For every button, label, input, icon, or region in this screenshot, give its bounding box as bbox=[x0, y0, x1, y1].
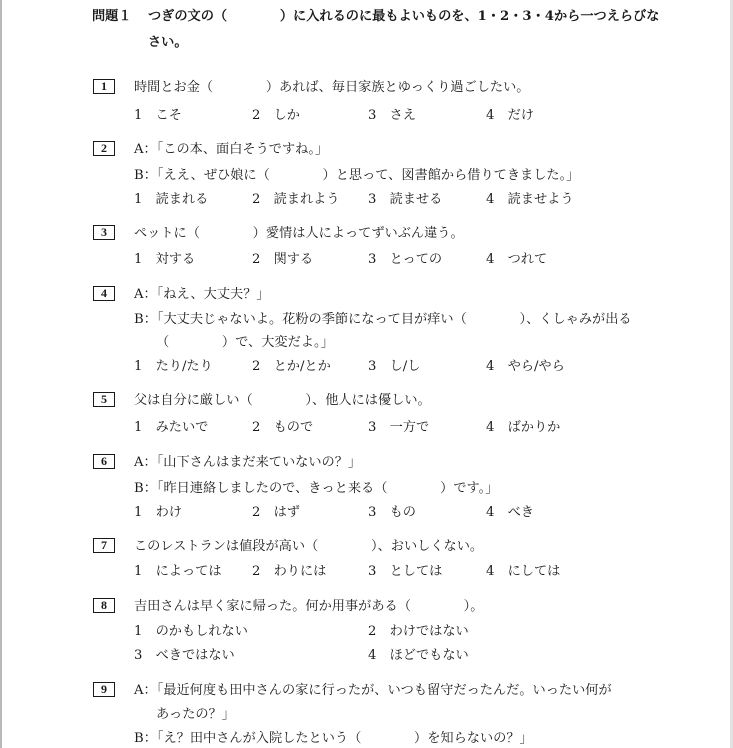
question-text-line-2: B：「大丈夫じゃないよ。花粉の季節になって目が痒い（ ）、くしゃみが出る bbox=[134, 312, 632, 327]
option-3[interactable]: 3 べきではない bbox=[134, 648, 235, 663]
question-number-box: 2 bbox=[93, 141, 115, 156]
option-4[interactable]: 4 やら/やら bbox=[486, 359, 565, 374]
option-4[interactable]: 4 読ませよう bbox=[486, 192, 574, 207]
option-4[interactable]: 4 だけ bbox=[486, 108, 534, 123]
option-3[interactable]: 3 としては bbox=[368, 564, 443, 579]
option-2[interactable]: 2 はず bbox=[252, 505, 300, 520]
option-2[interactable]: 2 読まれよう bbox=[252, 192, 340, 207]
question-text-line-2: B：「昨日連絡しましたので、きっと来る（ ）です。」 bbox=[134, 481, 499, 496]
option-3[interactable]: 3 もの bbox=[368, 505, 416, 520]
question-text: 父は自分に厳しい（ ）、他人には優しい。 bbox=[134, 393, 431, 408]
option-4[interactable]: 4 ほどでもない bbox=[368, 648, 469, 663]
question-text: このレストランは値段が高い（ ）、おいしくない。 bbox=[134, 539, 484, 554]
question-text: 吉田さんは早く家に帰った。何か用事がある（ ）。 bbox=[134, 599, 484, 614]
question-text: ペットに（ ）愛情は人によってずいぶん違う。 bbox=[134, 226, 464, 241]
option-2[interactable]: 2 しか bbox=[252, 108, 300, 123]
option-3[interactable]: 3 し/し bbox=[368, 359, 421, 374]
option-3[interactable]: 3 読ませる bbox=[368, 192, 443, 207]
page-edge-left bbox=[0, 0, 2, 748]
option-2[interactable]: 2 わりには bbox=[252, 564, 327, 579]
question-text-line-1: A：「この本、面白そうですね。」 bbox=[134, 142, 329, 157]
instruction-line-2: さい。 bbox=[148, 35, 188, 50]
question-text-line-1: A：「ねえ、大丈夫？」 bbox=[134, 287, 270, 302]
instruction-line-1: つぎの文の（ ）に入れるのに最もよいものを、1・2・3・4から一つえらびな bbox=[148, 9, 660, 24]
option-1[interactable]: 1 対する bbox=[134, 252, 196, 267]
option-2[interactable]: 2 わけではない bbox=[368, 624, 469, 639]
option-3[interactable]: 3 とっての bbox=[368, 252, 443, 267]
option-1[interactable]: 1 のかもしれない bbox=[134, 624, 248, 639]
option-4[interactable]: 4 べき bbox=[486, 505, 534, 520]
option-1[interactable]: 1 読まれる bbox=[134, 192, 209, 207]
option-4[interactable]: 4 ばかりか bbox=[486, 420, 561, 435]
question-text: 時間とお金（ ）あれば、毎日家族とゆっくり過ごしたい。 bbox=[134, 80, 530, 95]
question-number-box: 3 bbox=[93, 225, 115, 240]
question-text-line-2: あったの？」 bbox=[156, 707, 235, 722]
option-2[interactable]: 2 とか/とか bbox=[252, 359, 331, 374]
question-number-box: 8 bbox=[93, 598, 115, 613]
question-number-box: 4 bbox=[93, 286, 115, 301]
question-text-line-3: （ ）で、大変だよ。」 bbox=[156, 335, 334, 350]
question-number-box: 7 bbox=[93, 538, 115, 553]
question-text-line-1: A：「最近何度も田中さんの家に行ったが、いつも留守だったんだ。いったい何が bbox=[134, 683, 612, 698]
option-4[interactable]: 4 つれて bbox=[486, 252, 548, 267]
option-3[interactable]: 3 さえ bbox=[368, 108, 416, 123]
problem-label: 問題１ bbox=[92, 9, 132, 24]
option-1[interactable]: 1 わけ bbox=[134, 505, 182, 520]
option-1[interactable]: 1 によっては bbox=[134, 564, 222, 579]
option-4[interactable]: 4 にしては bbox=[486, 564, 561, 579]
question-number-box: 5 bbox=[93, 392, 115, 407]
option-2[interactable]: 2 関する bbox=[252, 252, 314, 267]
option-1[interactable]: 1 みたいで bbox=[134, 420, 209, 435]
question-number-box: 6 bbox=[93, 454, 115, 469]
option-2[interactable]: 2 もので bbox=[252, 420, 314, 435]
option-3[interactable]: 3 一方で bbox=[368, 420, 430, 435]
question-text-line-3: B：「え？田中さんが入院したという（ ）を知らないの？」 bbox=[134, 731, 533, 746]
question-text-line-2: B：「ええ、ぜひ娘に（ ）と思って、図書館から借りてきました。」 bbox=[134, 168, 580, 183]
question-text-line-1: A：「山下さんはまだ来ていないの？」 bbox=[134, 455, 362, 470]
option-1[interactable]: 1 こそ bbox=[134, 108, 182, 123]
option-1[interactable]: 1 たり/たり bbox=[134, 359, 213, 374]
question-number-box: 9 bbox=[93, 682, 115, 697]
question-number-box: 1 bbox=[93, 79, 115, 94]
